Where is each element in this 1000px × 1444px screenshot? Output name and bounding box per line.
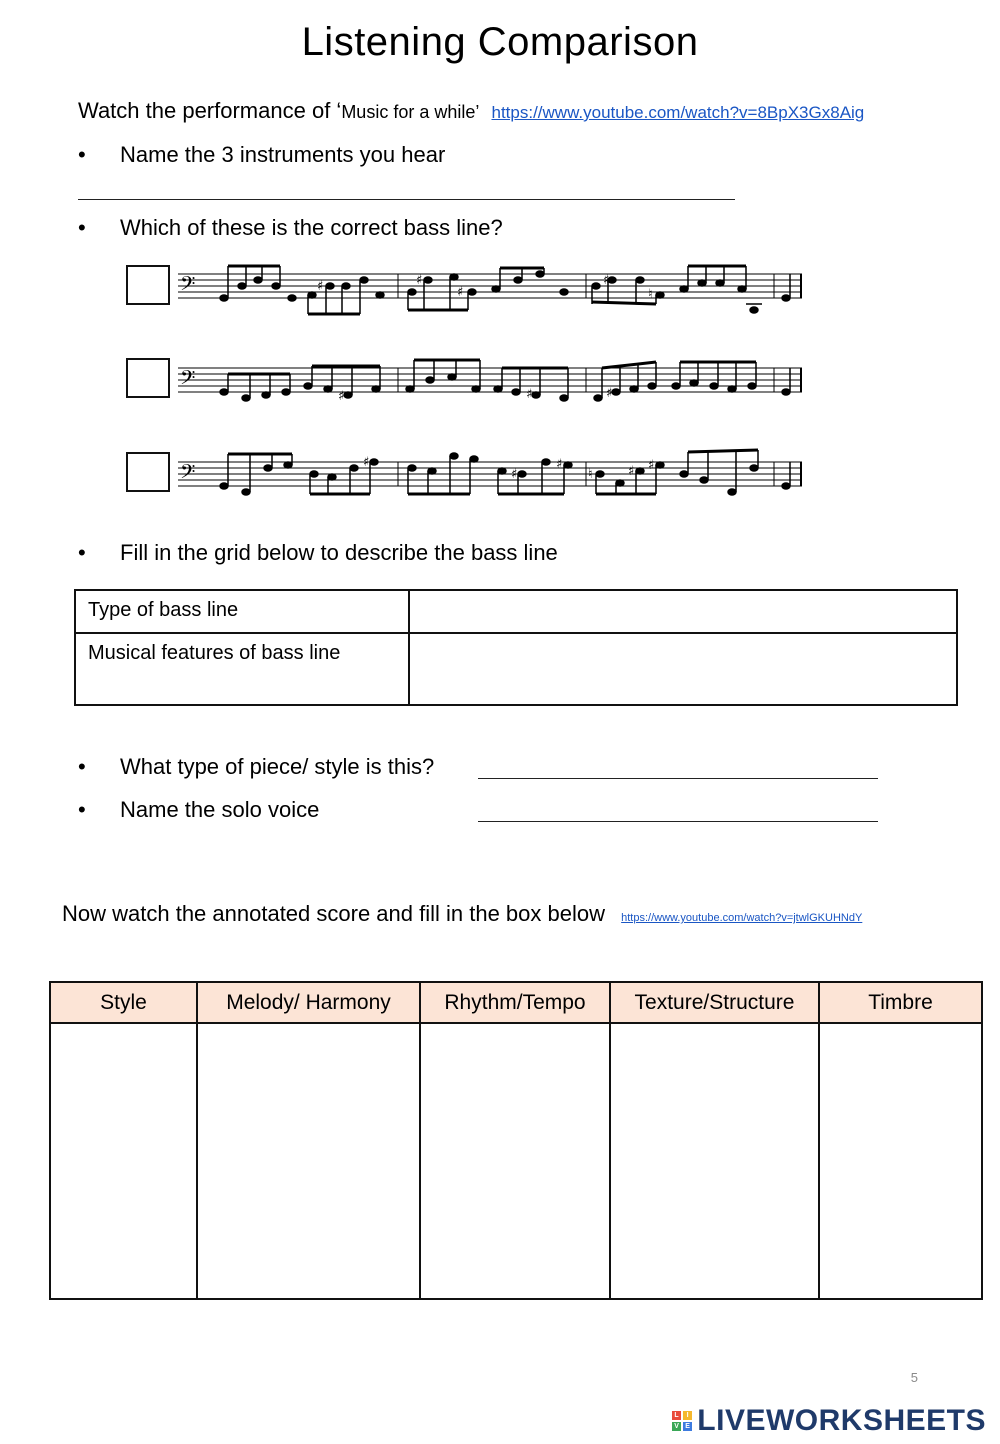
svg-text:♯: ♯ [511,467,518,482]
svg-text:♯: ♯ [628,464,635,479]
logo-mark-letter: L [672,1411,681,1420]
liveworksheets-logo [672,1404,986,1438]
page-title: Listening Comparison [301,20,699,64]
svg-text:♮: ♮ [648,287,653,302]
annotated-score-instruction [62,901,862,927]
logo-mark-letter: V [674,1423,680,1430]
question-style [78,754,434,780]
question-style-text: What type of piece/ style is this? [120,754,435,779]
liveworksheets-logo-icon [672,1411,692,1431]
answer-rhythm-tempo[interactable] [420,1023,610,1299]
question-solo-voice-text: Name the solo voice [120,797,320,822]
answer-timbre[interactable] [819,1023,982,1299]
svg-text:♯: ♯ [603,273,610,288]
bass-line-option-3-staff [176,446,806,506]
bass-option-3-checkbox[interactable] [126,452,170,492]
grid-row-features [75,633,957,705]
style-answer-line[interactable] [478,778,878,779]
grid-answer-features[interactable] [409,633,957,705]
intro-line [78,98,864,124]
svg-text:♯: ♯ [648,458,655,473]
answer-style[interactable] [50,1023,197,1299]
bass-line-option-2-staff [176,352,806,412]
annotated-score-video-link[interactable]: https://www.youtube.com/watch?v=jtwlGKUHNdY [621,912,863,924]
instruments-answer-line[interactable] [78,199,735,200]
question-grid-text: Fill in the grid below to describe the bass line [120,540,558,565]
grid-answer-type[interactable] [409,590,957,633]
question-instruments-text: Name the 3 instruments you hear [120,142,446,167]
bass-line-grid [74,589,958,706]
svg-text:♯: ♯ [338,389,345,404]
header-melody-harmony: Melody/ Harmony [197,982,420,1023]
svg-text:♮: ♮ [588,467,593,482]
bass-line-option-1-staff [176,258,806,318]
grid-label-features: Musical features of bass line [75,633,409,705]
svg-text:♯: ♯ [363,455,370,470]
bullet-icon: • [78,797,86,822]
svg-text:♯: ♯ [526,387,533,402]
grid-row-type [75,590,957,633]
summary-answer-row [50,1023,982,1299]
bass-option-1-checkbox[interactable] [126,265,170,305]
logo-mark-letter: I [683,1411,692,1420]
piece-title: Music for a while’ [341,102,480,122]
bass-clef-icon: 𝄢 [180,366,196,394]
bullet-icon: • [78,142,86,167]
answer-texture-structure[interactable] [610,1023,819,1299]
svg-text:♯: ♯ [556,457,563,472]
bullet-icon: • [78,540,86,565]
bass-clef-icon: 𝄢 [180,272,196,300]
question-solo-voice [78,797,319,823]
annotated-score-text: Now watch the annotated score and fill in the box below [62,901,605,926]
header-timbre: Timbre [819,982,982,1023]
bass-option-2-checkbox[interactable] [126,358,170,398]
bullet-icon: • [78,215,86,240]
liveworksheets-logo-text: LIVEWORKSHEETS [697,1404,986,1437]
header-texture-structure: Texture/Structure [610,982,819,1023]
header-rhythm-tempo: Rhythm/Tempo [420,982,610,1023]
summary-table [49,981,983,1300]
svg-text:♯: ♯ [317,279,324,294]
summary-header-row [50,982,982,1023]
answer-melody-harmony[interactable] [197,1023,420,1299]
intro-prefix: Watch the performance of ‘ [78,98,342,123]
svg-text:♯: ♯ [457,285,464,300]
svg-text:♯: ♯ [606,386,613,401]
question-bass-line [78,215,503,241]
performance-video-link[interactable]: https://www.youtube.com/watch?v=8BpX3Gx8Aig [491,103,865,122]
grid-label-type: Type of bass line [75,590,409,633]
question-instruments [78,142,445,168]
solo-voice-answer-line[interactable] [478,821,878,822]
logo-mark-letter: E [685,1423,691,1430]
header-style: Style [50,982,197,1023]
bass-clef-icon: 𝄢 [180,460,196,488]
question-grid [78,540,558,566]
question-bass-line-text: Which of these is the correct bass line? [120,215,503,240]
svg-text:♯: ♯ [416,273,423,288]
bullet-icon: • [78,754,86,779]
page-number: 5 [910,1370,918,1385]
